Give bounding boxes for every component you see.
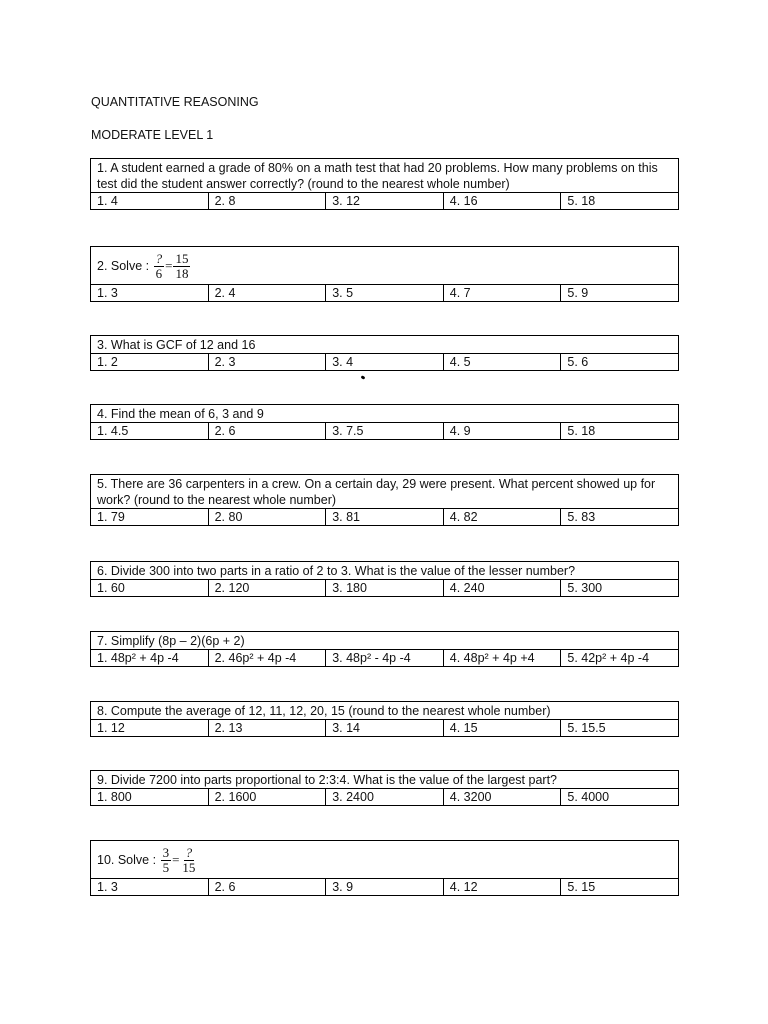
question-text: [91, 247, 679, 285]
choice-1: 1. 12: [91, 720, 209, 737]
fraction-left: [154, 252, 165, 281]
fraction-numerator: 15: [175, 250, 189, 266]
choice-1: 1. 800: [91, 789, 209, 806]
question-3: [90, 335, 679, 371]
choice-2: 2. 4: [208, 285, 326, 302]
choice-2: 2. 1600: [208, 789, 326, 806]
question-8: [90, 701, 679, 737]
fraction-denominator: 15: [182, 859, 196, 875]
choice-1: 1. 4.5: [91, 423, 209, 440]
choice-2: 2. 120: [208, 580, 326, 597]
question-text: 8. Compute the average of 12, 11, 12, 20, 15 (round to the nearest whole number): [91, 702, 679, 720]
fraction-left: [161, 846, 172, 875]
question-7: [90, 631, 679, 667]
fraction-numerator: 3: [162, 844, 170, 860]
question-5: [90, 474, 679, 526]
question-10: [90, 840, 679, 896]
choice-2: 2. 3: [208, 354, 326, 371]
question-2: [90, 246, 679, 302]
choice-1: 1. 79: [91, 509, 209, 526]
choice-4: 4. 48p² + 4p +4: [443, 650, 561, 667]
question-text: 4. Find the mean of 6, 3 and 9: [91, 405, 679, 423]
choice-3: 3. 12: [326, 193, 444, 210]
choice-1: 1. 48p² + 4p -4: [91, 650, 209, 667]
choice-5: 5. 6: [561, 354, 679, 371]
choice-2: 2. 80: [208, 509, 326, 526]
choice-3: 3. 14: [326, 720, 444, 737]
question-text: 6. Divide 300 into two parts in a ratio of 2 to 3. What is the value of the lesser number?: [91, 562, 679, 580]
question-text: 7. Simplify (8p – 2)(6p + 2): [91, 632, 679, 650]
question-text: 9. Divide 7200 into parts proportional to 2:3:4. What is the value of the largest part?: [91, 771, 679, 789]
choice-3: 3. 2400: [326, 789, 444, 806]
choice-5: 5. 18: [561, 423, 679, 440]
question-9: [90, 770, 679, 806]
choice-2: 2. 6: [208, 879, 326, 896]
choice-3: 3. 4: [326, 354, 444, 371]
choice-5: 5. 4000: [561, 789, 679, 806]
choice-4: 4. 16: [443, 193, 561, 210]
choice-4: 4. 12: [443, 879, 561, 896]
question-1: [90, 158, 679, 210]
choice-1: 1. 60: [91, 580, 209, 597]
choice-1: 1. 4: [91, 193, 209, 210]
choice-5: 5. 42p² + 4p -4: [561, 650, 679, 667]
choice-4: 4. 240: [443, 580, 561, 597]
choice-2: 2. 46p² + 4p -4: [208, 650, 326, 667]
fraction-denominator: 18: [175, 265, 189, 281]
fraction-numerator: ?: [155, 250, 163, 266]
choice-2: 2. 6: [208, 423, 326, 440]
choice-3: 3. 7.5: [326, 423, 444, 440]
question-text: 5. There are 36 carpenters in a crew. On a certain day, 29 were present. What percent showed up for work? (round to the nearest whole number): [91, 475, 679, 509]
question-text: 3. What is GCF of 12 and 16: [91, 336, 679, 354]
question-prefix: 2. Solve :: [97, 259, 150, 273]
fraction-denominator: 5: [162, 859, 170, 875]
fraction-right: [173, 252, 190, 281]
choice-5: 5. 18: [561, 193, 679, 210]
choice-4: 4. 7: [443, 285, 561, 302]
choice-3: 3. 180: [326, 580, 444, 597]
choice-4: 4. 9: [443, 423, 561, 440]
choice-5: 5. 15: [561, 879, 679, 896]
question-text: [91, 841, 679, 879]
question-prefix: 10. Solve :: [97, 853, 157, 867]
fraction-numerator: ?: [185, 844, 193, 860]
choice-3: 3. 5: [326, 285, 444, 302]
choice-5: 5. 15.5: [561, 720, 679, 737]
choice-2: 2. 8: [208, 193, 326, 210]
choice-3: 3. 9: [326, 879, 444, 896]
fraction-right: [180, 846, 197, 875]
choice-5: 5. 9: [561, 285, 679, 302]
stray-mark: [361, 375, 366, 380]
question-4: [90, 404, 679, 440]
page-title: QUANTITATIVE REASONING: [91, 95, 259, 109]
choice-1: 1. 3: [91, 285, 209, 302]
choice-4: 4. 15: [443, 720, 561, 737]
choice-5: 5. 300: [561, 580, 679, 597]
equals-sign: =: [172, 852, 180, 867]
choice-2: 2. 13: [208, 720, 326, 737]
choice-1: 1. 2: [91, 354, 209, 371]
choice-5: 5. 83: [561, 509, 679, 526]
choice-3: 3. 81: [326, 509, 444, 526]
question-6: [90, 561, 679, 597]
choice-1: 1. 3: [91, 879, 209, 896]
choice-3: 3. 48p² - 4p -4: [326, 650, 444, 667]
choice-4: 4. 82: [443, 509, 561, 526]
choice-4: 4. 3200: [443, 789, 561, 806]
level-heading: MODERATE LEVEL 1: [91, 128, 214, 142]
equals-sign: =: [165, 258, 173, 273]
fraction-denominator: 6: [155, 265, 163, 281]
choice-4: 4. 5: [443, 354, 561, 371]
question-text: 1. A student earned a grade of 80% on a math test that had 20 problems. How many problems on this test did the student answer correctly? (round to the nearest whole number): [91, 159, 679, 193]
